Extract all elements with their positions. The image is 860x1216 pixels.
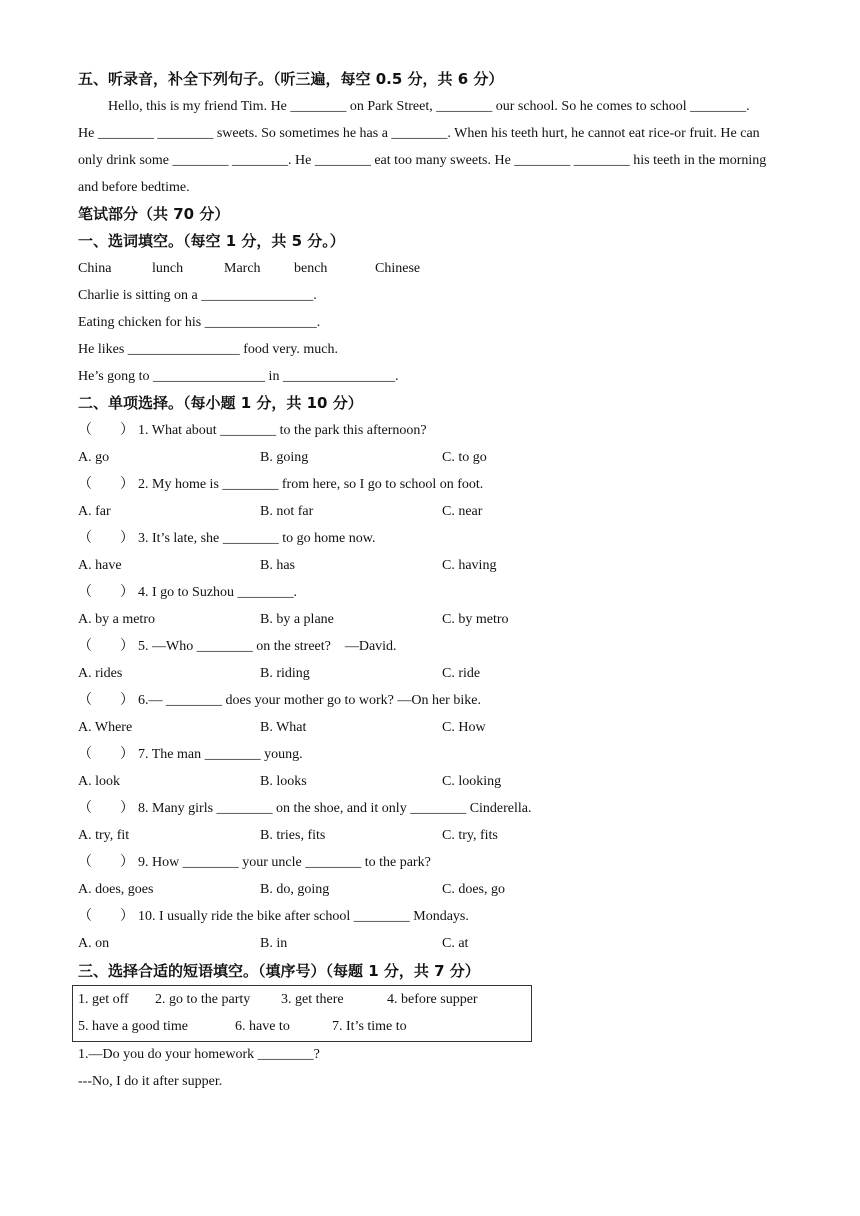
mc-option-a: A. on	[78, 936, 110, 951]
mc-option-a: A. does, goes	[78, 882, 154, 897]
mc-option-b: B. going	[260, 450, 309, 465]
phrase-answer: ---No, I do it after supper.	[78, 1074, 223, 1089]
phrase-option: 7. It’s time to	[332, 1019, 407, 1034]
mc-question-text: 5. —Who ________ on the street? —David.	[138, 639, 397, 654]
mc-question-text: 8. Many girls ________ on the shoe, and it only ________ Cinderella.	[138, 801, 532, 816]
answer-bracket[interactable]: （ ）	[78, 639, 134, 654]
mc-option-b: B. tries, fits	[260, 828, 326, 843]
mc-option-b: B. has	[260, 558, 295, 573]
mc-option-a: A. try, fit	[78, 828, 130, 843]
mc-option-c: C. ride	[442, 666, 481, 681]
word-bank-item: March	[224, 261, 261, 276]
answer-bracket[interactable]: （ ）	[78, 585, 134, 600]
mc-option-a: A. Where	[78, 720, 133, 735]
answer-bracket[interactable]: （ ）	[78, 693, 134, 708]
phrase-option: 5. have a good time	[78, 1019, 189, 1034]
mc-question	[78, 638, 397, 656]
mc-option-b: B. not far	[260, 504, 314, 519]
mc-option-a: A. far	[78, 504, 111, 519]
mc-question	[78, 422, 427, 440]
mc-option-b: B. by a plane	[260, 612, 334, 627]
section5-passage: Hello, this is my friend Tim. He ________ on Park Street, ________ our school. So he comes to school ________. He ________ ________ sweets. So sometimes he has a ________. When his teeth hurt, he cannot eat rice-or fruit. He can only drink some ________ ________. He ________ eat too many sweets. He ________ ________ his teeth in the morning and before bedtime.	[78, 99, 767, 195]
fill-sentence: Charlie is sitting on a ________________.	[78, 288, 317, 303]
phrase-option: 2. go to the party	[155, 992, 251, 1007]
mc-option-c: C. How	[442, 720, 486, 735]
phrase-option: 1. get off	[78, 992, 129, 1007]
mc-option-c: C. looking	[442, 774, 502, 789]
phrase-option: 3. get there	[281, 992, 344, 1007]
mc-option-b: B. in	[260, 936, 288, 951]
mc-question-text: 9. How ________ your uncle ________ to the park?	[138, 855, 431, 870]
mc-option-c: C. having	[442, 558, 497, 573]
section3-heading: 三、选择合适的短语填空。（填序号）（每题 1 分，共 7 分）	[78, 962, 480, 980]
mc-option-c: C. try, fits	[442, 828, 498, 843]
mc-question	[78, 908, 469, 926]
word-bank-item: Chinese	[375, 261, 421, 276]
mc-option-c: C. by metro	[442, 612, 509, 627]
mc-option-a: A. by a metro	[78, 612, 155, 627]
mc-option-a: A. have	[78, 558, 122, 573]
written-part-heading: 笔试部分（共 70 分）	[78, 205, 230, 223]
answer-bracket[interactable]: （ ）	[78, 801, 134, 816]
mc-question-text: 7. The man ________ young.	[138, 747, 303, 762]
mc-option-a: A. look	[78, 774, 120, 789]
fill-sentence: He likes ________________ food very. much.	[78, 342, 338, 357]
mc-option-c: C. near	[442, 504, 483, 519]
mc-question-text: 10. I usually ride the bike after school ________ Mondays.	[138, 909, 469, 924]
mc-question	[78, 800, 532, 818]
mc-option-b: B. looks	[260, 774, 307, 789]
fill-sentence: He’s gong to ________________ in ________________.	[78, 369, 399, 384]
mc-question	[78, 854, 431, 872]
word-bank-item: China	[78, 261, 112, 276]
mc-question	[78, 476, 483, 494]
answer-bracket[interactable]: （ ）	[78, 423, 134, 438]
answer-bracket[interactable]: （ ）	[78, 909, 134, 924]
mc-question-text: 4. I go to Suzhou ________.	[138, 585, 298, 600]
mc-option-b: B. riding	[260, 666, 310, 681]
answer-bracket[interactable]: （ ）	[78, 531, 134, 546]
mc-question-text: 1. What about ________ to the park this afternoon?	[138, 423, 427, 438]
mc-option-b: B. What	[260, 720, 307, 735]
mc-question	[78, 746, 303, 764]
answer-bracket[interactable]: （ ）	[78, 747, 134, 762]
mc-question-text: 3. It’s late, she ________ to go home now.	[138, 531, 376, 546]
phrase-option: 4. before supper	[387, 992, 478, 1007]
mc-question	[78, 584, 297, 602]
phrase-question: 1.—Do you do your homework ________?	[78, 1047, 320, 1062]
word-bank-item: lunch	[152, 261, 184, 276]
phrase-option: 6. have to	[235, 1019, 290, 1034]
answer-bracket[interactable]: （ ）	[78, 477, 134, 492]
mc-option-c: C. does, go	[442, 882, 505, 897]
mc-question-text: 6.— ________ does your mother go to work? —On her bike.	[138, 693, 481, 708]
mc-option-c: C. at	[442, 936, 469, 951]
mc-option-a: A. go	[78, 450, 110, 465]
mc-question	[78, 530, 375, 548]
mc-question-text: 2. My home is ________ from here, so I go to school on foot.	[138, 477, 484, 492]
mc-option-a: A. rides	[78, 666, 123, 681]
section5-heading: 五、听录音，补全下列句子。（听三遍，每空 0.5 分，共 6 分）	[78, 70, 504, 88]
word-bank-item: bench	[294, 261, 328, 276]
section2-heading: 二、单项选择。（每小题 1 分，共 10 分）	[78, 394, 363, 412]
answer-bracket[interactable]: （ ）	[78, 855, 134, 870]
fill-sentence: Eating chicken for his ________________.	[78, 315, 321, 330]
section1-heading: 一、选词填空。（每空 1 分，共 5 分。）	[78, 232, 345, 250]
mc-option-b: B. do, going	[260, 882, 330, 897]
mc-option-c: C. to go	[442, 450, 487, 465]
mc-question	[78, 692, 481, 710]
